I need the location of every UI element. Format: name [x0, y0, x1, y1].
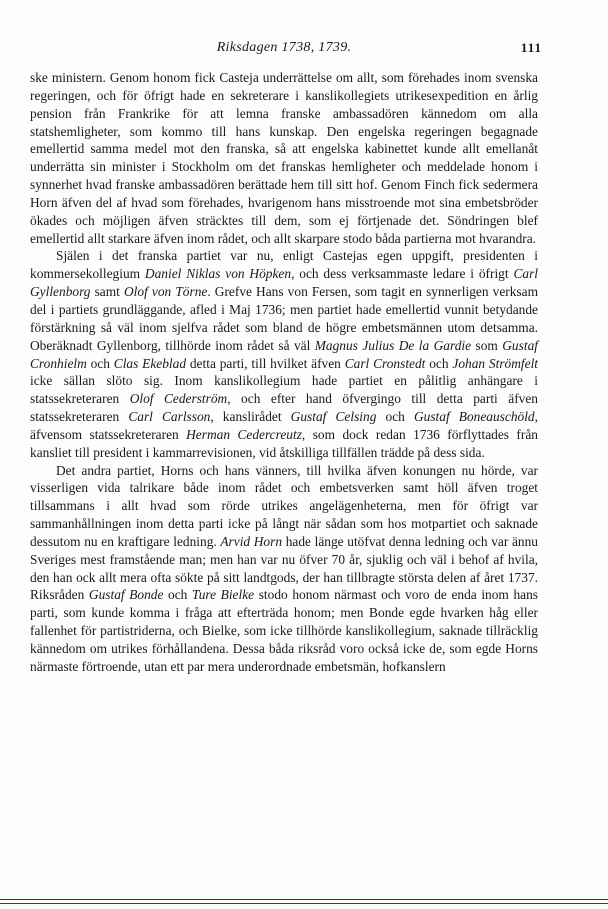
running-title: Riksdagen 1738, 1739.	[216, 40, 352, 55]
paragraph	[30, 462, 538, 676]
person-name: Magnus Julius De la Gardie	[314, 337, 472, 353]
person-name: Olof von Törne	[124, 284, 208, 300]
body-text	[30, 69, 538, 676]
person-name: Olof Cederström	[129, 391, 228, 407]
person-name: Gustaf Boneauschöld	[413, 409, 535, 425]
person-name: Ture Bielke	[191, 587, 255, 603]
text-run: , och dess verksammaste ledare i öfrigt	[291, 266, 514, 282]
person-name: Gustaf Cronhielm	[30, 337, 538, 371]
person-name: Herman Cedercreutz	[186, 426, 302, 442]
person-name: Arvid Horn	[220, 533, 283, 549]
text-run: och	[163, 587, 192, 603]
text-run: , och efter hand öfvergingo till detta parti äfven statssekreteraren	[30, 391, 538, 425]
text-run: och	[376, 409, 414, 425]
text-run: detta parti, till hvilket äfven	[186, 355, 345, 371]
text-run: och	[425, 355, 453, 371]
text-run: . Grefve Hans von Fersen, som tagit en synnerligen verksam del i partiets grundläggande, afled i Maj 1736; men partiet hade emellertid vunnit betydande förstärkning så väl inom sjelfva rådet som bland de högre embetsmännen utom detsamma. Oberäknadt Gyllenborg, tillhörde inom rådet så väl	[30, 284, 539, 353]
text-run: , kanslirådet	[210, 409, 291, 425]
person-name: Gustaf Bonde	[88, 587, 164, 603]
text-run: , äfvensom statssekreteraren	[30, 409, 538, 442]
person-name: Clas Ekeblad	[113, 355, 187, 371]
person-name: Carl Carlsson	[128, 409, 211, 425]
text-run: samt	[90, 284, 124, 300]
text-run: Det andra partiet, Horns och hans vänners, till hvilka äfven konungen nu hörde, var visserligen vida talrikare både inom rådet och embetsverken samt höll äfven troget tillsammans i allt hvad som rörde utrikes angelägenheterna, men för öfrigt var sammanhållningen inom detta parti icke på långt när sådan som hos motpartiet och saknade dessutom nu en kraftigare ledning.	[30, 462, 538, 549]
text-run: och	[86, 355, 114, 371]
text-run: Själen i det franska partiet var nu, enligt Castejas egen uppgift, presidenten i kommersekollegium	[30, 248, 538, 282]
person-name: Johan Strömfelt	[452, 355, 539, 371]
paragraph	[30, 247, 538, 461]
person-name: Carl Gyllenborg	[30, 266, 538, 300]
person-name: Gustaf Celsing	[290, 409, 377, 425]
bottom-rule	[0, 903, 608, 904]
text-run: ske ministern. Genom honom fick Casteja underrättelse om allt, som förehades inom svenska regeringen, och för öfrigt hade en sekreterare i kanslikollegiets utrikesexpedition en årlig pension från Frankrike för att lemna franske ambassadören kännedom om alla statshemligheter, som kommo till hans kunskap. Den engelska regeringen begagnade emellertid samma medel mot den franska, så att engelska kabinettet kunde allt emellanåt underrätta sin minister i Stockholm om det franskas hemligheter och meddelade honom i synnerhet hvad franske ambassadören berättade hem till sitt hof. Genom Finch fick sedermera Horn äfven del af hvad som förehades, hvarigenom hans misstroende mot sina embetsbröder ökades och möjligen äfven sträcktes till dem, som ej förtjenade det. Söndringen blef emellertid allt starkare äfven inom rådet, och allt skarpare stodo båda partierna mot hvarandra.	[30, 70, 538, 246]
person-name: Carl Cronstedt	[344, 355, 426, 371]
text-run: som	[471, 337, 503, 353]
text-run: hade länge utöfvat denna ledning och var ännu Sveriges mest framstående man; men han var nu öfver 70 år, sjuklig och väl i behof af hvila, den han ock allt mera ofta sökte på sitt landtgods, der han tillbragte största delen af året 1737. Riksråden	[30, 533, 538, 603]
bottom-rule	[0, 899, 608, 900]
page-number: 111	[520, 40, 542, 55]
text-run: icke sällan slöto sig. Inom kanslikollegium hade partiet en pålitlig anhängare i statssekreteraren	[30, 373, 538, 407]
person-name: Daniel Niklas von Höpken	[144, 266, 292, 282]
paragraph	[30, 69, 538, 247]
text-run: , som dock redan 1736 förflyttades från kansliet till president i kammarrevisionen, vid åtskilliga tillfällen trädde på dess sida.	[30, 426, 538, 460]
text-run: stodo honom närmast och voro de enda inom hans parti, som kunde komma i fråga att efterträda honom; men Bonde egde hvarken håg eller fallenhet för partistriderna, och Bielke, som icke tillhörde kanslikollegium, saknade tillräcklig kännedom om utrikes förhållandena. Dessa båda riksråd voro också icke de, som egde Horns närmaste förtroende, utan ett par mera underordnade embetsmän, hofkanslern	[30, 587, 538, 674]
